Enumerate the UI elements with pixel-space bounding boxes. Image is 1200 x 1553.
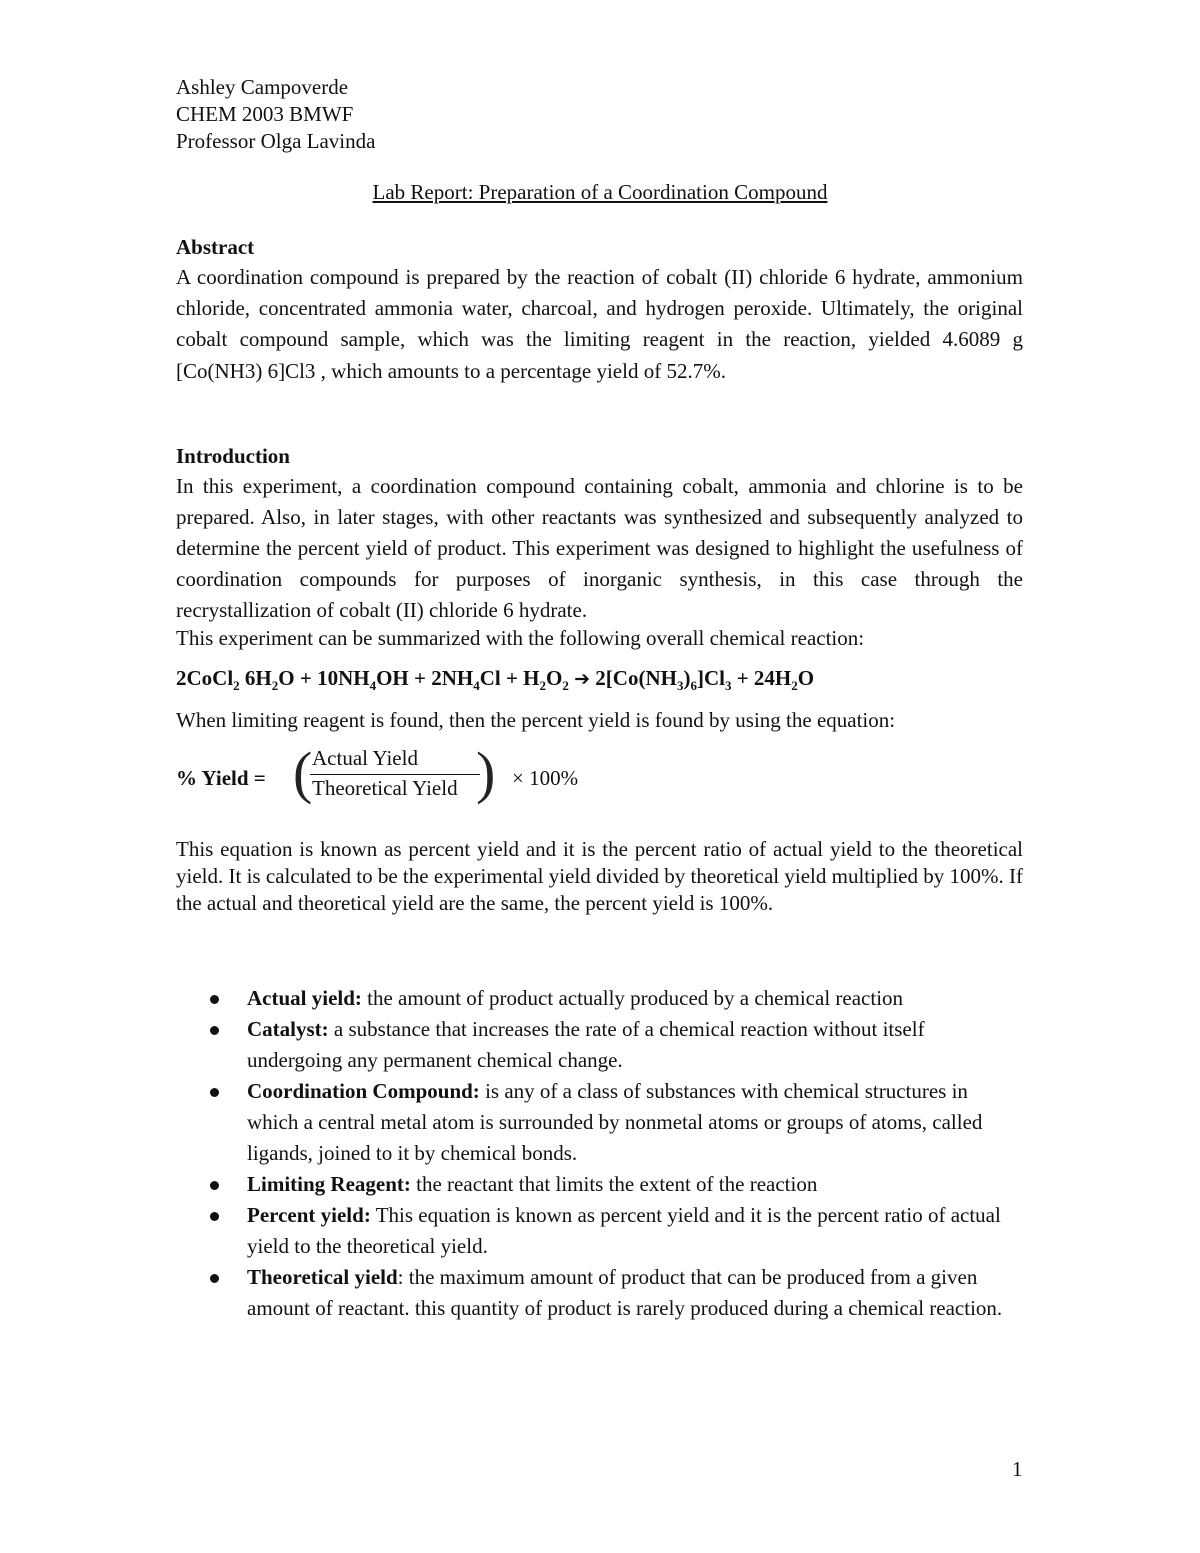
page-number: 1 <box>1012 1457 1023 1481</box>
course-code: CHEM 2003 BMWF <box>176 102 354 126</box>
yield-fraction <box>293 740 496 805</box>
percent-yield-label: % Yield = <box>176 766 266 790</box>
reaction-arrow-icon: ➔ <box>574 668 591 690</box>
introduction-paragraph <box>176 471 1023 626</box>
list-item: Limiting Reagent: the reactant that limits the extent of the reaction <box>210 1169 1020 1200</box>
list-item: Theoretical yield: the maximum amount of product that can be produced from a given amount of reactant. this quantity of product is rarely produced during a chemical reaction. <box>210 1262 1020 1324</box>
overall-reaction-equation: 2CoCl$_2$ $6H_2O + 10NH_4OH + 2NH_4Cl + H_2O_2$ ➔ $2[Co(NH_3)_6]Cl_3 + 24H_2O$ <box>176 666 815 694</box>
fraction-denominator: Theoretical Yield <box>312 776 458 800</box>
bullet-icon <box>210 1274 219 1283</box>
explanation-text: This equation is known as percent yield and it is the percent ratio of actual yield to the theoretical yield. It is calculated to be the experimental yield divided by theoretical yield multiplied by 100%. If the actual and theoretical yield are the same, the percent yield is 100%. <box>176 837 1023 915</box>
list-item: Percent yield: This equation is known as percent yield and it is the percent ratio of actual yield to the theoretical yield. <box>210 1200 1020 1262</box>
introduction-text: In this experiment, a coordination compound containing cobalt, ammonia and chlorine is to be prepared. Also, in later stages, with other reactants was synthesized and subsequently analyzed to determine the percent yield of product. This experiment was designed to highlight the usefulness of coordination compounds for purposes of inorganic synthesis, in this case through the recrystallization of cobalt (II) chloride 6 hydrate. <box>176 474 1023 622</box>
fraction-bar <box>310 774 480 775</box>
bullet-icon <box>210 1212 219 1221</box>
list-item: Coordination Compound: is any of a class of substances with chemical structures in which a central metal atom is surrounded by nonmetal atoms or groups of atoms, called ligands, joined to it by chemical bonds. <box>210 1076 1020 1169</box>
bullet-icon <box>210 995 219 1004</box>
introduction-heading: Introduction <box>176 444 290 468</box>
bullet-icon <box>210 1088 219 1097</box>
author-name: Ashley Campoverde <box>176 75 349 99</box>
report-title: Lab Report: Preparation of a Coordination Compound <box>372 180 828 204</box>
limiting-reagent-line: When limiting reagent is found, then the percent yield is found by using the equation: <box>176 708 896 732</box>
explanation-paragraph <box>176 836 1023 917</box>
bullet-icon <box>210 1026 219 1035</box>
list-item: Actual yield: the amount of product actually produced by a chemical reaction <box>210 983 1020 1014</box>
abstract-text: A coordination compound is prepared by the reaction of cobalt (II) chloride 6 hydrate, ammonium chloride, concentrated ammonia water, charcoal, and hydrogen peroxide. Ultimately, the original cobalt compound sample, which was the limiting reagent in the reaction, yielded 4.6089 g [Co(NH3) 6]Cl3 , which amounts to a percentage yield of 52.7%. <box>176 265 1023 383</box>
right-paren-icon: ) <box>476 740 496 805</box>
summary-line: This experiment can be summarized with the following overall chemical reaction: <box>176 626 865 650</box>
bullet-icon <box>210 1181 219 1190</box>
header-block <box>176 74 375 155</box>
definitions-list <box>210 983 1020 1324</box>
abstract-paragraph <box>176 262 1023 387</box>
list-item: Catalyst: a substance that increases the rate of a chemical reaction without itself undergoing any permanent chemical change. <box>210 1014 1020 1076</box>
professor-name: Professor Olga Lavinda <box>176 129 376 153</box>
multiplier: × 100% <box>512 766 579 790</box>
fraction-numerator: Actual Yield <box>312 746 418 770</box>
abstract-heading: Abstract <box>176 235 255 259</box>
left-paren-icon: ( <box>293 740 313 805</box>
